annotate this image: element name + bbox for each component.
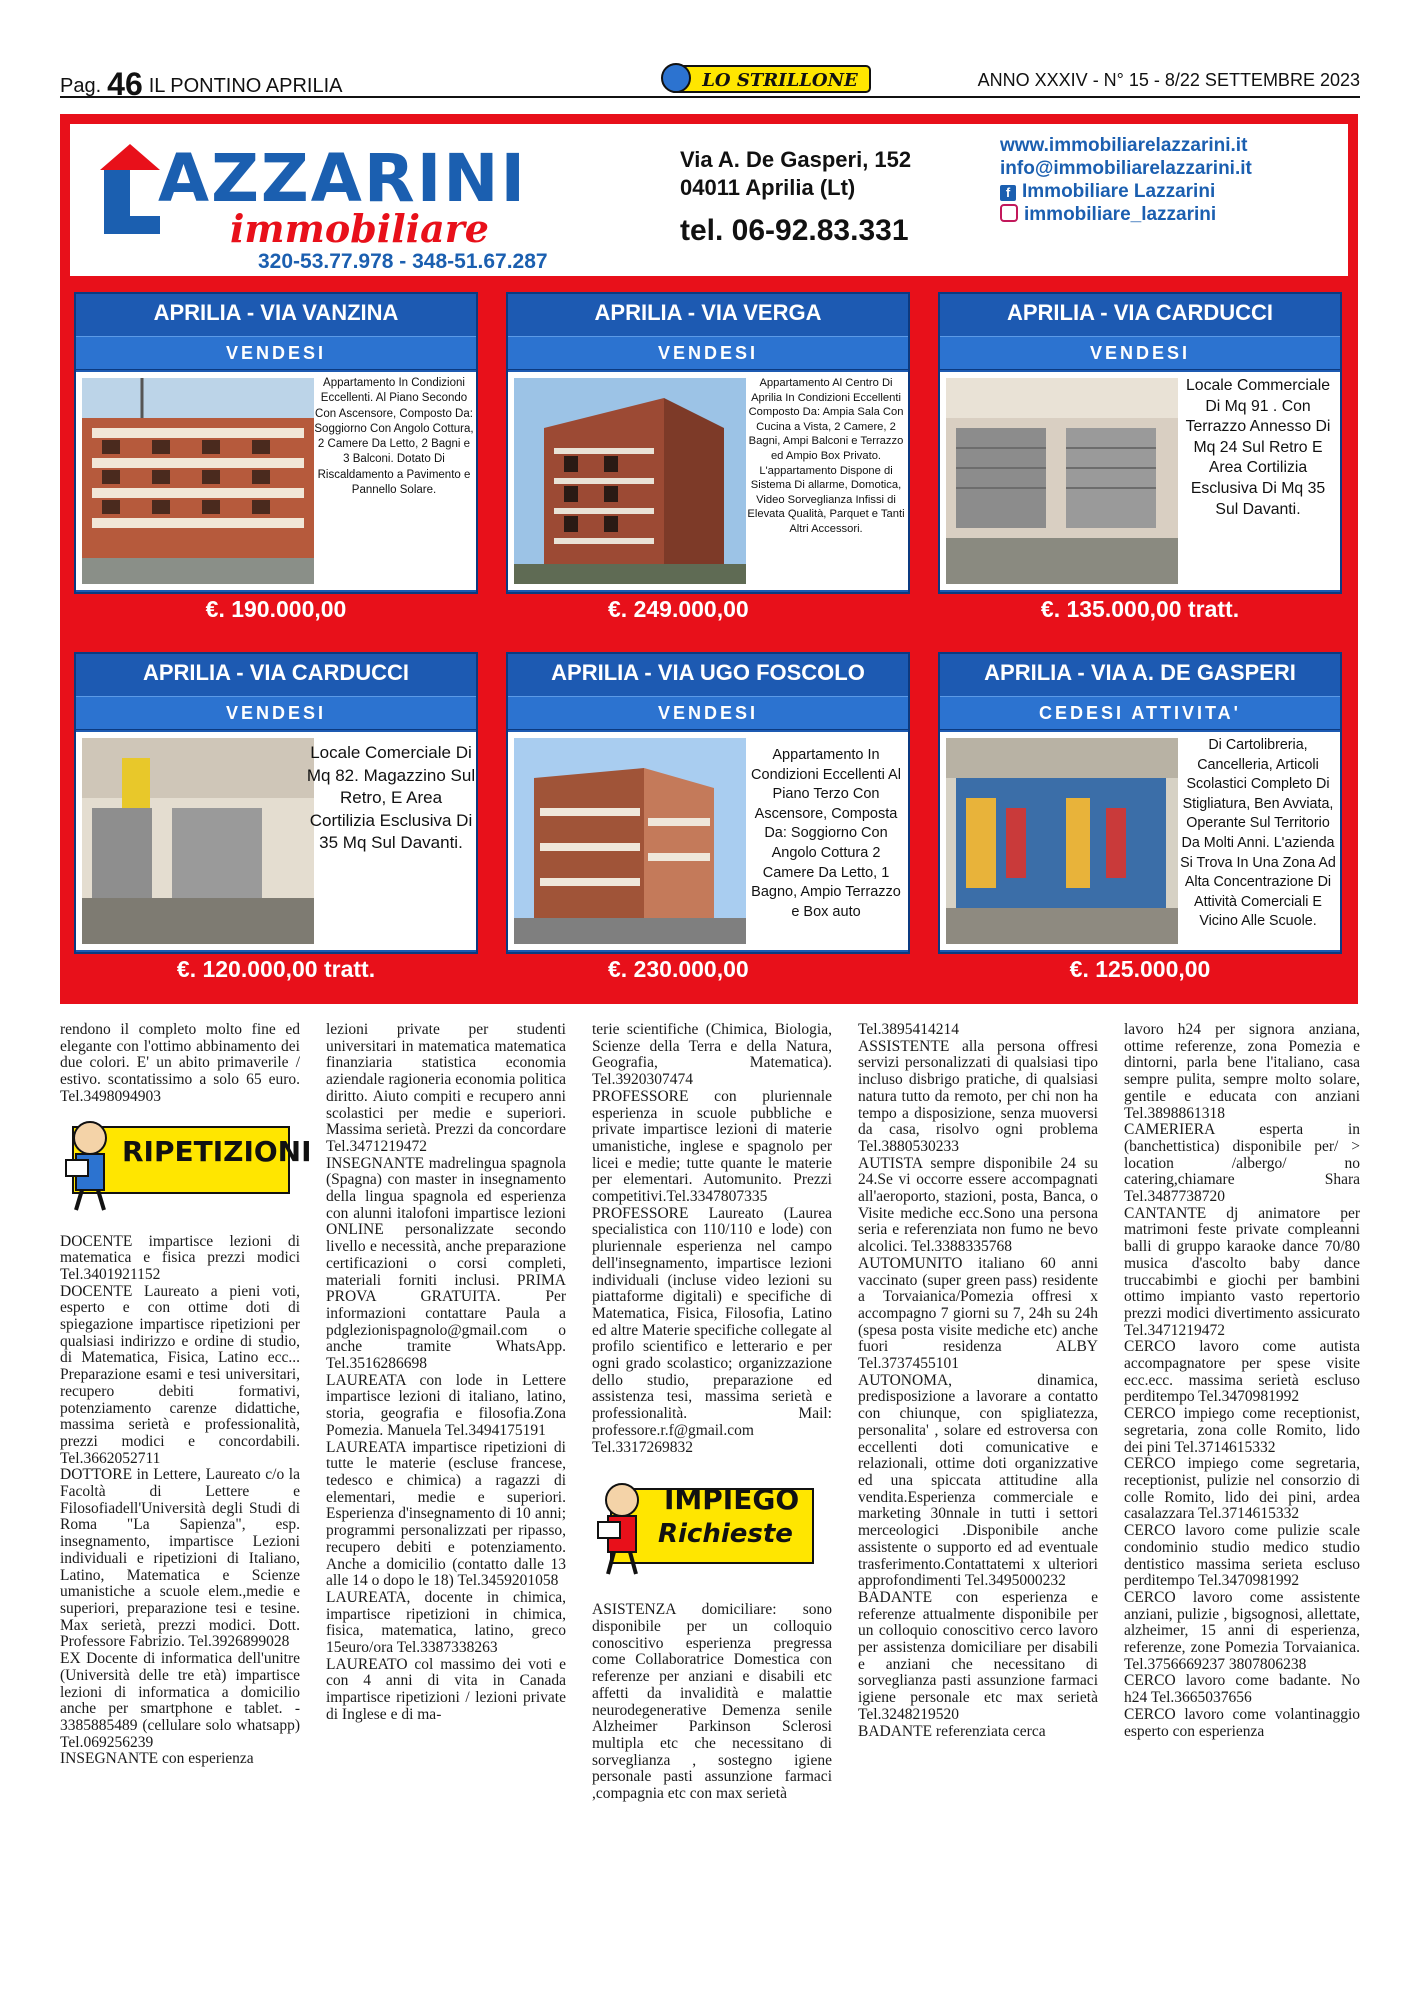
listing-body	[940, 372, 1340, 590]
classified-ad: LAUREATA, docente in chimica, impartisce ripetizioni in chimica, fisica, matematica, latino, greco 15euro/ora Tel.3387338263	[326, 1588, 566, 1657]
classified-ad: ASSISTENTE alla persona offresi servizi personalizzati di qualsiasi tipo incluso disbrigo pratiche, di qualsiasi natura tutto da remoto, per chi non ha tempo a disposizione, senza muoversi da casa, risolvo ogni problema Tel.3880530233	[858, 1037, 1098, 1155]
classified-ad: CERCO lavoro come assistente anziani, pulizie , bigsognosi, allettate, alzheimer, 15 anni di esperienza, referenze, zone Pomezia Torvaianica. Tel.3756669237 3807806238	[1124, 1588, 1360, 1673]
classified-ad: INSEGNANTE con esperienza	[60, 1750, 254, 1768]
agency-website[interactable]: www.immobiliarelazzarini.it	[1000, 135, 1248, 156]
listing-card	[930, 286, 1350, 636]
listing-kind-bar	[76, 336, 476, 370]
listing-description: Appartamento In Condizioni Eccellenti. Al Piano Secondo Con Ascensore, Composto Da: Soggiorno Con Angolo Cottura, 2 Camere Da Letto, 2 Bagni e 3 Balconi. Dotato Di Riscaldamento a Pavimento e Pannello Solare.	[314, 377, 474, 497]
classified-ad: lavoro h24 per signora anziana, ottime referenze, zona Pomezia e dintorni, parla bene l'italiano, casa sempre pulita, sempre molto solare, gentile e educata con anziani Tel.3898861318	[1124, 1021, 1360, 1122]
shopfront-photo	[82, 738, 314, 944]
classified-ad: DOCENTE Laureato a pieni voti, esperto e con ottime doti di spiegazione impartisce ripetizioni per qualsiasi indirizzo e ordine di studio, di Matematica, Fisica, Latino ecc... Preparazione esami e tesi universitari, recupero debiti formativi, potenziamento carenze didattiche, massima serietà e professionalità, prezzi modici e concordabili. Tel.3662052711	[60, 1282, 300, 1467]
listing-description: Appartamento In Condizioni Eccellenti Al Piano Terzo Con Ascensore, Composta Da: Soggiorno Con Angolo Cottura 2 Camere Da Letto, 1 Bagno, Ampio Terrazzo e Box auto	[751, 747, 901, 920]
agency-banner	[70, 124, 1348, 276]
listing-price: €. 230.000,00	[608, 956, 749, 982]
classified-ad: CERCO impiego come receptionist, segretaria, zona colle Romito, lido dei pini Tel.3714615332	[1124, 1405, 1360, 1456]
address-line-1: Via A. De Gasperi, 152	[680, 147, 912, 172]
apartment-building-photo	[514, 378, 746, 584]
listing-kind-bar	[940, 696, 1340, 730]
house-l-icon	[90, 140, 160, 250]
listing-card	[930, 646, 1350, 996]
page-number: 46	[107, 66, 143, 102]
listing-title: APRILIA - VIA CARDUCCI	[1006, 300, 1274, 325]
section-title-line-1: IMPIEGO	[664, 1483, 800, 1517]
agency-logo	[90, 130, 610, 273]
classifieds-column-3	[592, 1022, 832, 1803]
listing-title: APRILIA - VIA VANZINA	[153, 300, 399, 325]
listing-description: Appartamento Al Centro Di Aprilia In Condizioni Eccellenti Composto Da: Ampia Sala Con Cucina a Vista, 2 Camere, 2 Bagni, Ampi Balconi e Terrazzo ed Ampio Box Privato. L'appartamento Dispone di Sistema Di allarme, Domotica, Video Sorveglianza Infissi di Elevata Qualità, Parquet e Tanti Altri Accessori.	[747, 377, 905, 535]
listing-title: APRILIA - VIA A. DE GASPERI	[984, 660, 1296, 685]
listing-card	[498, 286, 918, 636]
facebook-icon: f	[1000, 185, 1016, 201]
classified-ad: DOCENTE impartisce lezioni di matematica e fisica prezzi modici Tel.3401921152	[60, 1232, 300, 1283]
classified-ad: CERCO lavoro come badante. No h24 Tel.3665037656	[1124, 1672, 1360, 1707]
classified-ad: rendono il completo molto fine ed elegante con l'ottimo abbinamento dei due colori. E' un abito primaverile / estivo. scontatissimo a solo 65 euro. Tel.3498094903	[60, 1021, 300, 1105]
listing-body	[76, 732, 476, 950]
strillone-mascot-icon	[592, 1478, 652, 1578]
classified-ad: CANTANTE dj animatore per matrimoni feste private compleanni balli di gruppo karaoke dance 70/80 musica d'ascolto baby dance truccabimbi e giochi per bambini ottimo impianto vasto repertorio prezzi modici divertimento assicurato Tel.3471219472	[1124, 1204, 1360, 1339]
header-rule	[60, 96, 1360, 98]
listing-description: Locale Commerciale Di Mq 91 . Con Terrazzo Annesso Di Mq 24 Sul Retro E Area Cortilizia Esclusiva Di Mq 35 Sul Davanti.	[1185, 377, 1331, 518]
strillone-mascot-icon	[60, 1116, 120, 1212]
listing-body	[76, 372, 476, 590]
agency-name: AZZARINI	[158, 140, 528, 217]
classifieds-column-1	[60, 1021, 312, 1768]
listing-kind-bar	[508, 696, 908, 730]
publication-name: IL PONTINO APRILIA	[148, 75, 343, 97]
section-header-impiego-richieste	[592, 1478, 832, 1582]
classified-ad: lezioni private per studenti universitari in matematica matematica finanziaria statistica economia aziendale ragioneria economia politica diritto. Aiuto compiti e recupero anni scolastici per medie e superiori. Massima serietà. Prezzi da concordare Tel.3471219472	[326, 1021, 566, 1155]
stationery-shop-photo	[946, 738, 1178, 944]
section-title-line-2: Richieste	[658, 1519, 793, 1550]
classified-ad: CERCO impiego come segretaria, receptionist, pulizie nel consorzio di colle Romito, lido dei pini, ardea casalazzara Tel.3714615332	[1124, 1455, 1360, 1523]
listing-description: Di Cartolibreria, Cancelleria, Articoli Scolastici Completo Di Stigliatura, Ben Avviata, Operante Sul Territorio Da Molti Anni. L'azienda Si Trova In Una Zona Ad Alta Concentrazione Di Attività Comerciali E Vicino Alle Scuole.	[1180, 737, 1336, 930]
classified-ad: ASISTENZA domiciliare: sono disponibile per un colloquio conoscitivo esperienza pregressa come Collaboratrice Domestica con referenze per anziani e disabili etc affetti da invalidità e malattie neurodegenerative Demenza senile Alzheimer Parkinson Sclerosi multipla etc che necessitano di sorveglianza , sostegno igiene personale pasti assunzione farmaci ,compagnia etc con max serietà	[592, 1601, 832, 1803]
agency-instagram[interactable]	[1000, 203, 1340, 226]
listing-panel	[938, 652, 1342, 954]
agency-contacts	[1000, 134, 1340, 226]
listing-kind: VENDESI	[225, 343, 327, 363]
classified-ad: BADANTE con esperienza e referenze attualmente disponibile per un colloquio conoscitivo cerco lavoro per assistenza domiciliare per disabili e anziani che necessitano di sorveglianza pasti assunzione farmaci igiene personale etc max serietà Tel.3248219520	[858, 1588, 1098, 1723]
agency-address	[680, 146, 911, 202]
classified-ad: LAUREATA impartisce ripetizioni di tutte le materie (escluse francese, tedesco e chimica) a ragazzi di elementari, medie e superiori. Esperienza d'insegnamento di 10 anni; programmi personalizzati per ripasso, recupero debiti e potenziamento. Anche a domicilio (contatto dalle 13 alle 14 o dopo le 18) Tel.3459201058	[326, 1438, 566, 1590]
address-line-2: 04011 Aprilia (Lt)	[680, 175, 856, 200]
strillone-logo	[650, 58, 890, 98]
apartment-building-photo	[514, 738, 746, 944]
classified-ad: CERCO lavoro come autista accompagnatore per spese visite ecc.ecc. massima serietà escluso perditempo Tel.3470981992	[1124, 1338, 1360, 1406]
listing-panel	[506, 652, 910, 954]
listing-price: €. 249.000,00	[608, 596, 749, 622]
facebook-label: Immobiliare Lazzarini	[1022, 181, 1216, 202]
classified-ad: CAMERIERA esperta in (banchettistica) disponibile per/ > location /albergo/ no catering,chiamare Shara Tel.3487738720	[1124, 1121, 1360, 1206]
listing-kind-bar	[940, 336, 1340, 370]
listing-kind: VENDESI	[657, 703, 759, 723]
listing-kind-bar	[76, 696, 476, 730]
agency-mobile-phones: 320-53.77.978 - 348-51.67.287	[258, 250, 548, 273]
classified-ad: LAUREATO col massimo dei voti e con 4 anni di vita in Canada impartisce ripetizioni / lezioni private di Inglese e di ma-	[326, 1655, 566, 1723]
agency-subtitle: immobiliare	[230, 206, 489, 251]
listing-kind: VENDESI	[1089, 343, 1191, 363]
agency-email[interactable]: info@immobiliarelazzarini.it	[1000, 158, 1252, 179]
lazzarini-advertisement	[60, 114, 1358, 1004]
classifieds-column-2	[326, 1022, 566, 1724]
listing-body	[508, 732, 908, 950]
classified-ad: CERCO lavoro come volantinaggio esperto con esperienza	[1124, 1705, 1360, 1740]
instagram-label: immobiliare_lazzarini	[1024, 204, 1217, 225]
masthead-logo-text: LO STRILLONE	[702, 70, 858, 91]
listing-kind: VENDESI	[657, 343, 759, 363]
classified-ad: CERCO lavoro come pulizie scale condominio studio medico studio dentistico massima serieta escluso perditempo Tel.3470981992	[1124, 1522, 1360, 1590]
classifieds-column-4	[858, 1022, 1098, 1740]
shopfront-photo	[946, 378, 1178, 584]
classified-ad: terie scientifiche (Chimica, Biologia, Scienze della Terra e della Natura, Geografia, Matematica). Tel.3920307474	[592, 1021, 832, 1089]
listing-price: €. 125.000,00	[1069, 956, 1211, 982]
classified-ad: PROFESSORE con pluriennale esperienza in scuole pubbliche e private impartisce lezioni di materie umanistiche, inglese e spagnolo per licei e medie; tutte quante le materie per elementari. Automunito. Prezzi competitivi.Tel.3347807335	[592, 1087, 832, 1206]
listing-kind-bar	[508, 336, 908, 370]
classified-ad: Tel.3895414214	[858, 1021, 959, 1038]
pag-label: Pag.	[60, 75, 102, 97]
listing-description: Locale Comerciale Di Mq 82. Magazzino Sul Retro, E Area Cortilizia Esclusiva Di 35 Mq Sul Davanti.	[306, 743, 476, 852]
agency-telephone: tel. 06-92.83.331	[680, 214, 909, 247]
listing-price: €. 135.000,00 tratt.	[1040, 596, 1240, 622]
listing-card	[66, 646, 486, 996]
classified-ad: AUTONOMA, dinamica, predisposizione a lavorare a contatto con chiunque, con spigliatezza, personalita' , solare ed estroversa con eccellenti doti comunicative e relazionali, ottime doti organizzative ed una spiccata attitudine alla vendita.Esperienza commerciale e marketing 30nnale in tutti i settori merceologici .Disponibile anche assistente o supporto ed ad eventuale trasferimento.Contattatemi x ulteriori approfondimenti Tel.3495000232	[858, 1371, 1098, 1590]
listing-kind: CEDESI ATTIVITA'	[1039, 703, 1241, 723]
classifieds-column-5	[1124, 1022, 1360, 1740]
page-header	[60, 58, 1360, 102]
listing-card	[66, 286, 486, 636]
listing-card	[498, 646, 918, 996]
classified-ad: AUTOMUNITO italiano 60 anni vaccinato (super green pass) residente a Torvaianica/Pomezia offresi x accompagno 7 giorni su 7, 24h su 24h (spesa posta visite mediche etc) anche fuori residenza ALBY Tel.3737455101	[858, 1254, 1098, 1373]
listing-body	[508, 372, 908, 590]
agency-facebook[interactable]	[1000, 180, 1340, 203]
listing-panel	[74, 652, 478, 954]
instagram-icon	[1000, 204, 1018, 222]
classified-ad: DOTTORE in Lettere, Laureato c/o la Facoltà di Lettere e Filosofiadell'Università degli Studi di Roma "La Sapienza", esp. insegnamento, impartisce Lezioni individuali e ripetizioni di Italiano, Latino, Matematica e Scienze umanistiche a scuole elem.,medie e superiori, preparazione tesi e tesine. Max serietà, prezzi modici. Dott. Professore Fabrizio. Tel.3926899028	[60, 1466, 300, 1651]
issue-info: ANNO XXXIV - N° 15 - 8/22 SETTEMBRE 2023	[977, 70, 1360, 90]
listing-price: €. 120.000,00 tratt.	[176, 956, 376, 982]
listing-price: €. 190.000,00	[205, 596, 347, 622]
classified-ad: EX Docente di informatica dell'unitre (Università delle tre età) impartisce lezioni di informatica a domicilio anche per smartphone e tablet. - 3385885489 (cellulare solo whatsapp) Tel.069256239	[60, 1650, 300, 1751]
listing-kind: VENDESI	[225, 703, 327, 723]
listing-panel	[506, 292, 910, 594]
classified-ad: PROFESSORE Laureato (Laurea specialistica con 110/110 e lode) con pluriennale esperienza nel campo dell'insegnamento, impartisce lezioni individuali (incluse video lezioni su piattaforme digitali) e specifiche di Matematica, Fisica, Filosofia, Latino ed altre Materie specifiche collegate al profilo scientifico e letterario e per ogni grado scolastico; organizzazione dello studio, preparazione ed assistenza tesi, massima serietà e professionalità. Mail: professore.r.f@gmail.com Tel.3317269832	[592, 1204, 832, 1456]
classified-ad: BADANTE referenziata cerca	[858, 1722, 1046, 1740]
classified-ad: AUTISTA sempre disponibile 24 su 24.Se vi occorre essere accompagnati all'aeroporto, stazioni, posta, Banca, o Visite mediche ecc.Sono una persona seria e referenziata non fumo ne bevo alcolici. Tel.3388335768	[858, 1154, 1098, 1256]
classified-ad: LAUREATA con lode in Lettere impartisce lezioni di italiano, latino, storia, geografia e filosofia.Zona Pomezia. Manuela Tel.3494175191	[326, 1371, 566, 1439]
listing-body	[940, 732, 1340, 950]
classified-ad: INSEGNANTE madrelingua spagnola (Spagna) con master in insegnamento della lingua spagnola ed esperienza con alunni italofoni impartisce lezioni ONLINE personalizzate secondo livello e necessità, anche preparazione certificazioni o corsi completi, materiali forniti inclusi. PRIMA PROVA GRATUITA. Per informazioni contattare Paula a pdglezionispagnolo@gmail.com o anche tramite WhatsApp. Tel.3516286698	[326, 1154, 566, 1373]
section-title: RIPETIZIONI	[122, 1134, 312, 1168]
listing-panel	[938, 292, 1342, 594]
apartment-building-photo	[82, 378, 314, 584]
listing-panel	[74, 292, 478, 594]
section-header-ripetizioni	[60, 1116, 312, 1216]
listing-title: APRILIA - VIA VERGA	[594, 300, 822, 325]
listing-title: APRILIA - VIA UGO FOSCOLO	[551, 660, 865, 685]
listing-title: APRILIA - VIA CARDUCCI	[142, 660, 410, 685]
